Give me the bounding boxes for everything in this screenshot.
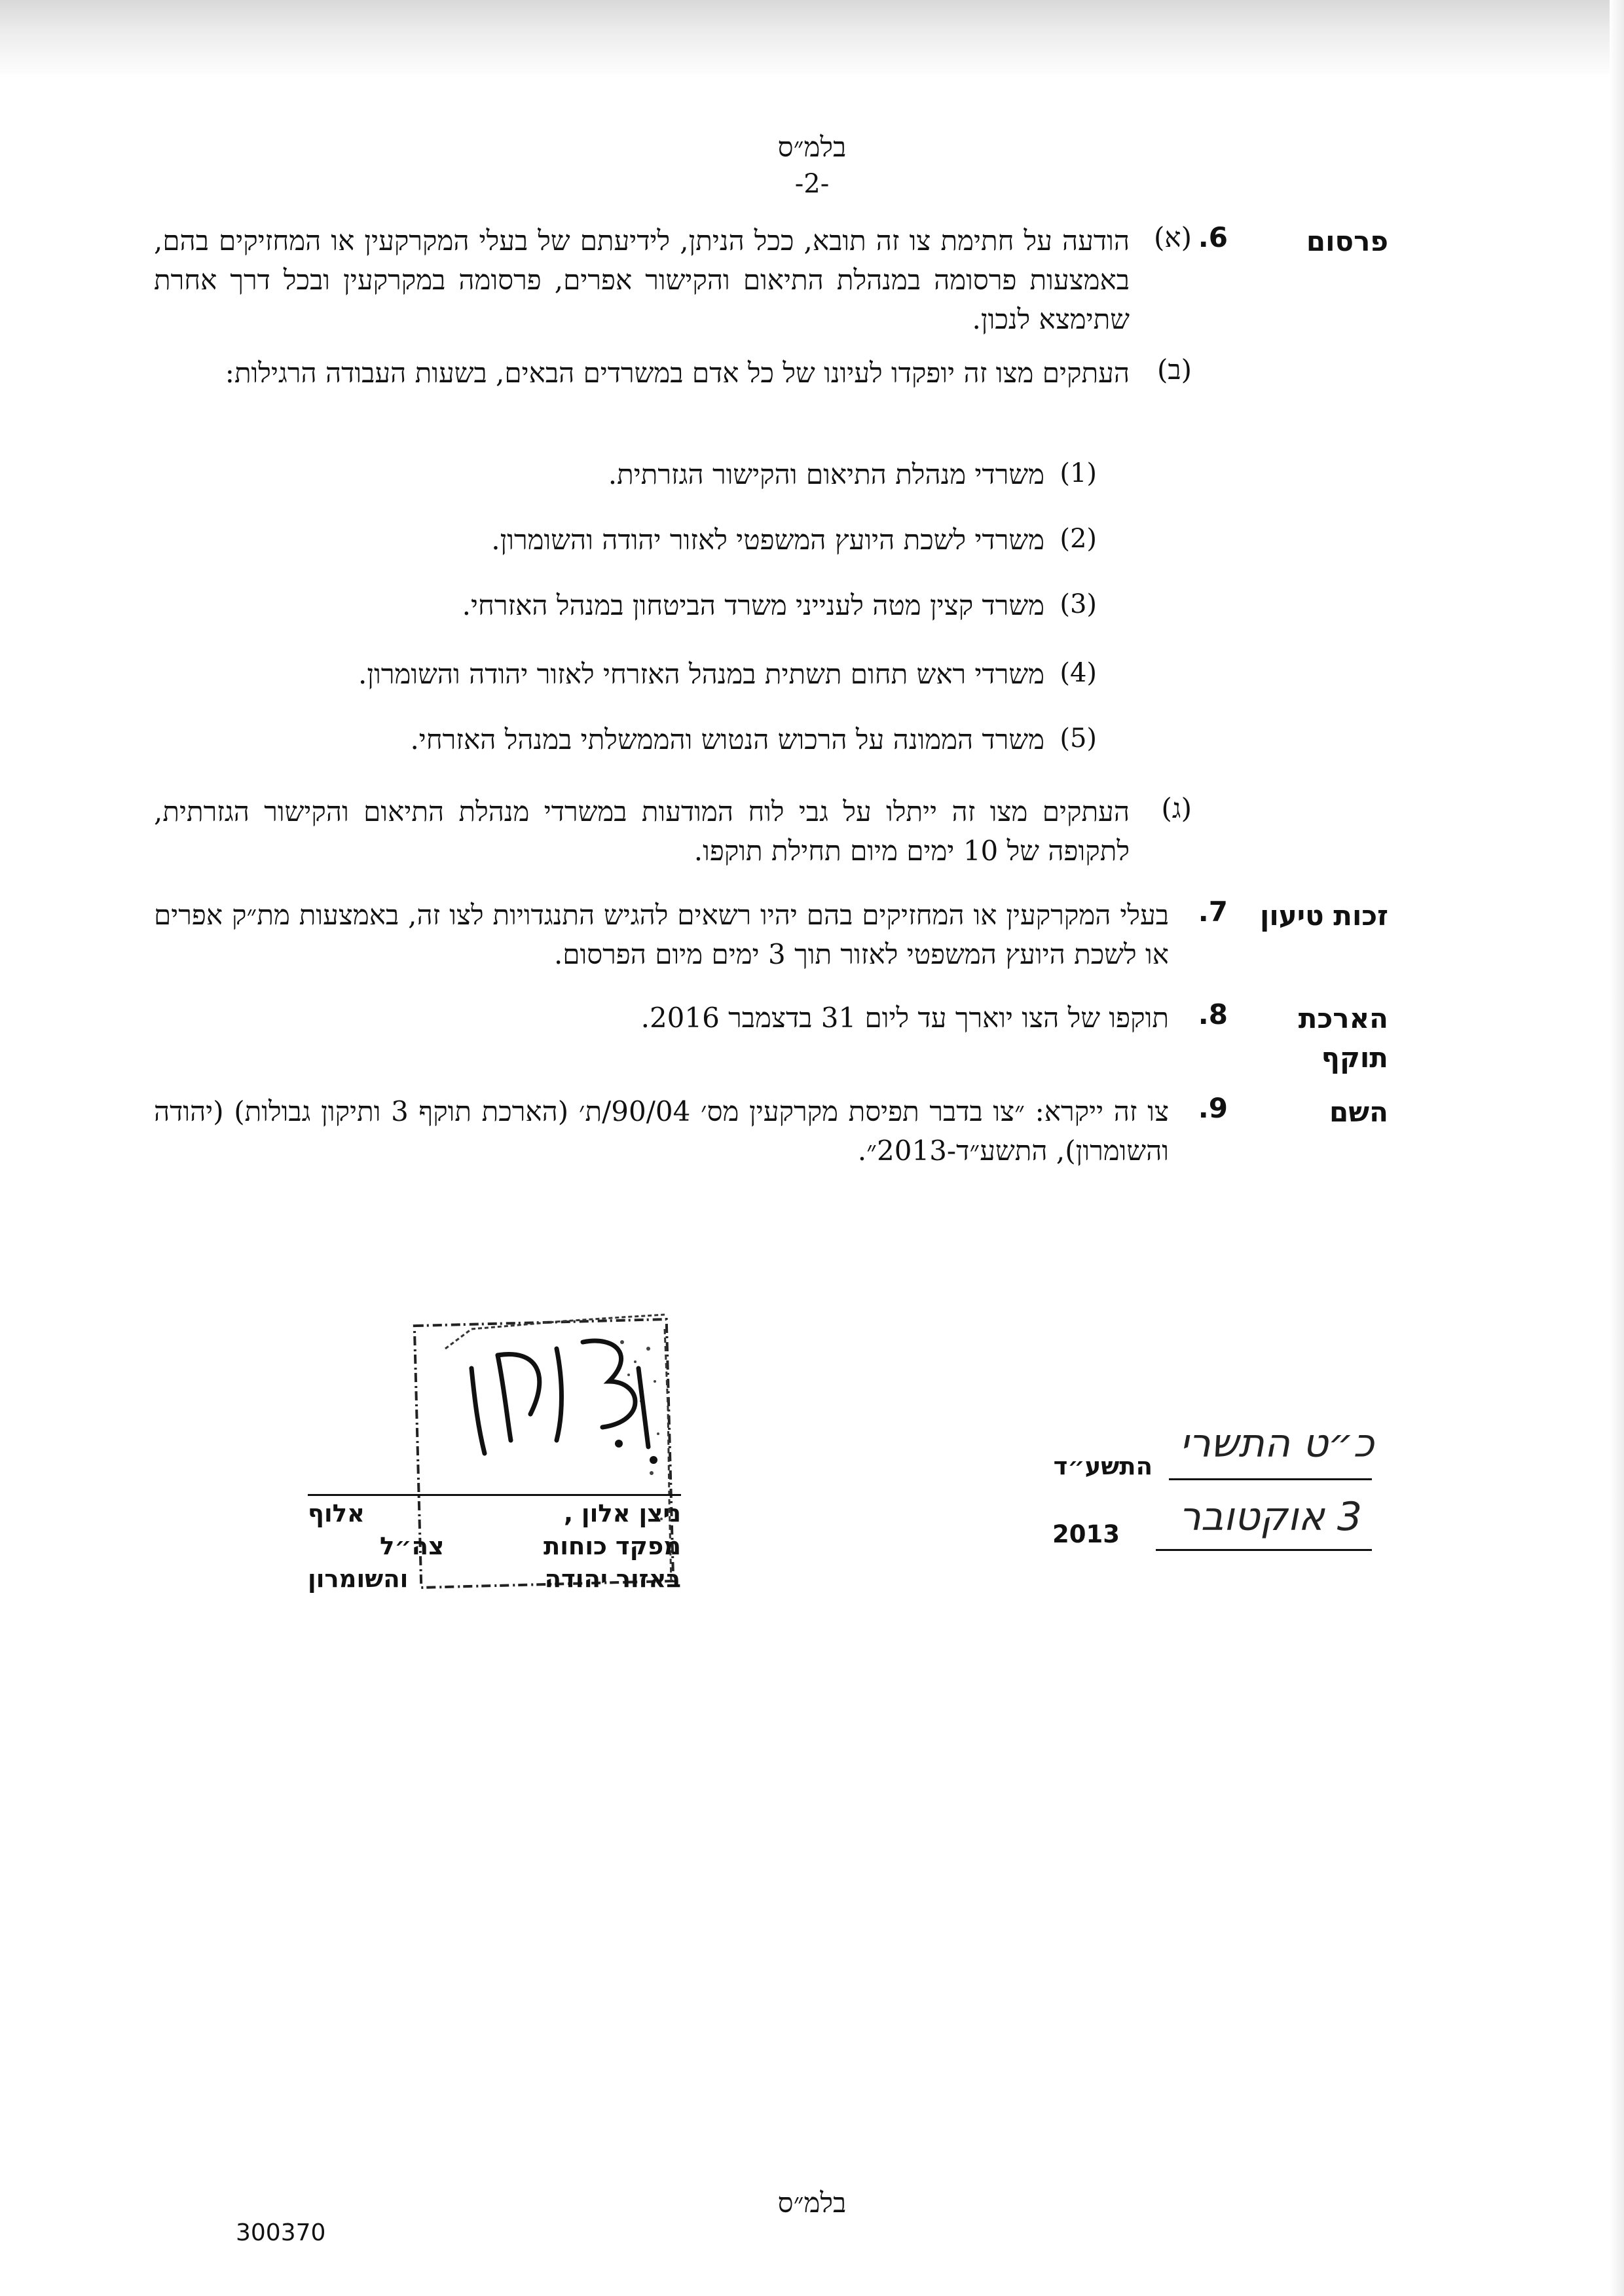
section-6c-label: (ג) bbox=[1161, 792, 1192, 824]
section-8-heading-line1: הארכת bbox=[1298, 1002, 1388, 1034]
office-item-2-number: (2) bbox=[1060, 524, 1097, 554]
handwritten-gregorian-date: 3 אוקטובר bbox=[1178, 1494, 1363, 1540]
signature-line bbox=[308, 1494, 681, 1496]
section-7-text: בעלי המקרקעין או המחזיקים בהם יהיו רשאים להגיש התנגדויות לצו זה, באמצעות מת״ק אפרים או לשכת היועץ המשפטי לאזור תוך 3 ימים מיום הפרסום. bbox=[154, 899, 1169, 970]
handwritten-hebrew-date: כ״ט התשרי bbox=[1179, 1421, 1375, 1467]
office-item-1-number: (1) bbox=[1060, 458, 1097, 488]
section-7-heading: זכות טיעון bbox=[1259, 900, 1388, 932]
section-8-text: תוקפו של הצו יוארך עד ליום 31 בדצמבר 2016. bbox=[640, 1002, 1169, 1034]
hebrew-year-label: התשע״ד bbox=[1053, 1452, 1153, 1480]
header-classification: בלמ״ס bbox=[777, 131, 847, 163]
signer-rank-line1: אלוף bbox=[308, 1499, 365, 1527]
section-6a-text: הודעה על חתימת צו זה תובא, ככל הניתן, לידיעתם של בעלי המקרקעין או המחזיקים בהם, באמצעות פרסומה במנהלת התיאום והקישור אפרים, פרסומה במקרקעין ובכל דרך אחרת שתימצא לנכון. bbox=[154, 225, 1130, 335]
office-item-3-text: משרד קצין מטה לענייני משרד הביטחון במנהל האזרחי. bbox=[462, 589, 1044, 621]
office-item-4-number: (4) bbox=[1060, 658, 1097, 688]
office-item-4-text: משרדי ראש תחום תשתית במנהל האזרחי לאזור יהודה והשומרון. bbox=[358, 658, 1044, 690]
office-item-5-text: משרד הממונה על הרכוש הנטוש והממשלתי במנהל האזרחי. bbox=[410, 723, 1044, 756]
signer-title-line2: באזור יהודה bbox=[544, 1565, 681, 1593]
signer-name: ניצן אלון , bbox=[563, 1499, 681, 1527]
gregorian-year-label: 2013 bbox=[1052, 1520, 1120, 1548]
section-6a-label: (א) bbox=[1154, 221, 1192, 253]
footer-classification: בלמ״ס bbox=[777, 2187, 847, 2219]
handwritten-signature-icon bbox=[458, 1329, 674, 1486]
section-6b-label: (ב) bbox=[1156, 354, 1192, 386]
section-6-heading: פרסום bbox=[1306, 225, 1388, 257]
hebrew-date-line bbox=[1169, 1478, 1372, 1480]
section-9-heading: השם bbox=[1329, 1096, 1388, 1128]
gregorian-date-line bbox=[1156, 1549, 1372, 1551]
document-code: 300370 bbox=[236, 2219, 326, 2246]
signer-title-line1: מפקד כוחות bbox=[543, 1532, 681, 1560]
office-item-5-number: (5) bbox=[1060, 723, 1097, 754]
section-9-number: 9. bbox=[1198, 1092, 1228, 1124]
section-8-number: 8. bbox=[1198, 998, 1228, 1030]
signer-title-line3: והשומרון bbox=[308, 1565, 409, 1593]
office-item-3-number: (3) bbox=[1060, 589, 1097, 619]
signer-rank-line2: צה״ל bbox=[380, 1532, 445, 1560]
office-item-2-text: משרדי לשכת היועץ המשפטי לאזור יהודה והשומרון. bbox=[491, 524, 1044, 556]
section-6c-text: העתקים מצו זה ייתלו על גבי לוח המודעות במשרדי מנהלת התיאום והקישור הגזרתית, לתקופה של 10 ימים מיום תחילת תוקפו. bbox=[154, 795, 1130, 867]
section-9-text: צו זה ייקרא: ״צו בדבר תפיסת מקרקעין מס׳ 90/04/ת׳ (הארכת תוקף 3 ותיקון גבולות) (יהודה והשומרון), התשע״ד-2013״. bbox=[154, 1095, 1169, 1167]
office-item-1-text: משרדי מנהלת התיאום והקישור הגזרתית. bbox=[608, 458, 1044, 490]
section-7-number: 7. bbox=[1198, 896, 1228, 928]
page-number: -2- bbox=[794, 169, 830, 199]
section-6b-text: העתקים מצו זה יופקדו לעיונו של כל אדם במשרדים הבאים, בשעות העבודה הרגילות: bbox=[225, 357, 1130, 389]
section-6-number: 6. bbox=[1198, 221, 1228, 253]
scan-artifact-right bbox=[1610, 0, 1624, 2296]
scan-artifact-top bbox=[0, 0, 1624, 79]
section-8-heading-line2: תוקף bbox=[1321, 1042, 1388, 1074]
